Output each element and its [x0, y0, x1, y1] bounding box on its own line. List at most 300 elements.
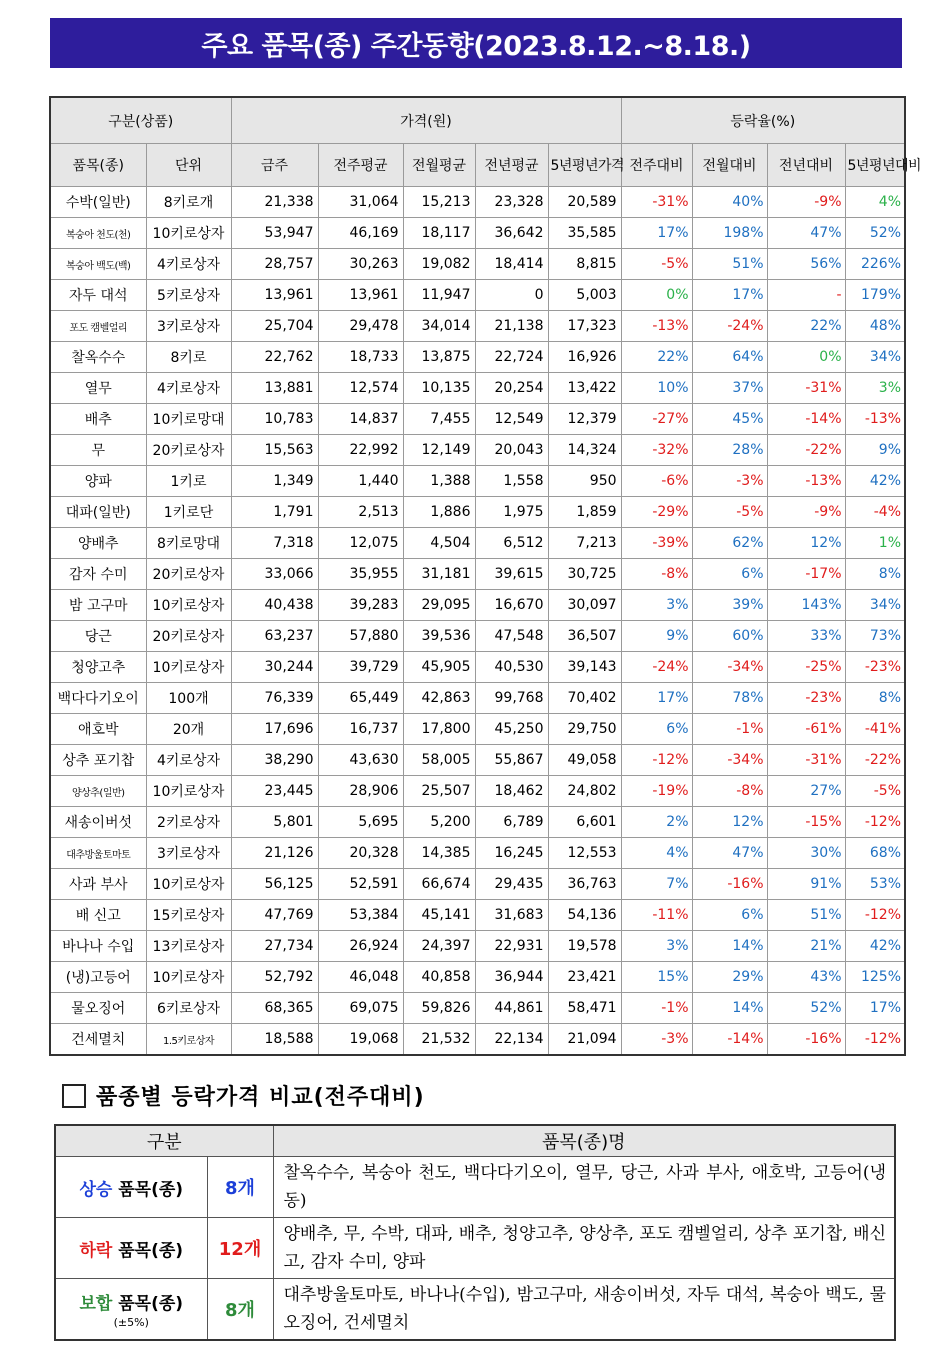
table-cell: 31,064	[318, 187, 403, 218]
table-cell: 12%	[767, 528, 845, 559]
table-cell: 물오징어	[50, 993, 146, 1024]
table-cell: 10%	[621, 373, 692, 404]
table-cell: 25,507	[403, 776, 475, 807]
table-cell: 13키로상자	[146, 931, 231, 962]
table-row	[50, 249, 905, 280]
table-cell: 21,532	[403, 1024, 475, 1056]
table-row	[50, 683, 905, 714]
table-cell: 226%	[845, 249, 905, 280]
table-cell: 70,402	[548, 683, 621, 714]
category-label: 품목(종)	[112, 1240, 184, 1261]
table-cell: 무	[50, 435, 146, 466]
comparison-items: 양배추, 무, 수박, 대파, 배추, 청양고추, 양상추, 포도 캠벨얼리, 상추 포기찹, 배신고, 감자 수미, 양파	[273, 1218, 895, 1279]
table-cell: -5%	[692, 497, 767, 528]
table-cell: 1.5키로상자	[146, 1024, 231, 1056]
table-cell: 66,674	[403, 869, 475, 900]
table-cell: 33%	[767, 621, 845, 652]
category-status: 하락	[79, 1240, 113, 1261]
table-row	[50, 838, 905, 869]
column-header: 전월평균	[403, 144, 475, 187]
table-cell: 애호박	[50, 714, 146, 745]
table-cell: 1,859	[548, 497, 621, 528]
table-cell: 22,724	[475, 342, 548, 373]
table-cell: 8키로	[146, 342, 231, 373]
table-cell: 26,924	[318, 931, 403, 962]
table-cell: 3키로상자	[146, 838, 231, 869]
table-cell: 198%	[692, 218, 767, 249]
table-cell: 12%	[692, 807, 767, 838]
table-cell: 99,768	[475, 683, 548, 714]
table-cell: 20개	[146, 714, 231, 745]
table-cell: 5키로상자	[146, 280, 231, 311]
table-cell: 8%	[845, 683, 905, 714]
table-cell: 45,250	[475, 714, 548, 745]
checkbox-square-icon	[62, 1084, 86, 1108]
table-cell: 17%	[845, 993, 905, 1024]
table-row	[50, 404, 905, 435]
table-cell: -5%	[621, 249, 692, 280]
table-cell: 46,169	[318, 218, 403, 249]
table-cell: 1,440	[318, 466, 403, 497]
table-cell: -9%	[767, 497, 845, 528]
table-cell: 12,553	[548, 838, 621, 869]
table-cell: 34%	[845, 342, 905, 373]
table-cell: 10키로상자	[146, 776, 231, 807]
table-cell: -39%	[621, 528, 692, 559]
table-cell: -17%	[767, 559, 845, 590]
table-cell: 49,058	[548, 745, 621, 776]
table-cell: 39,283	[318, 590, 403, 621]
table-cell: -34%	[692, 652, 767, 683]
table-cell: 39,143	[548, 652, 621, 683]
table-cell: 18,733	[318, 342, 403, 373]
table-cell: 42%	[845, 466, 905, 497]
table-cell: 3%	[621, 590, 692, 621]
table-cell: 백다다기오이	[50, 683, 146, 714]
table-cell: 17,323	[548, 311, 621, 342]
table-cell: -14%	[767, 404, 845, 435]
table-cell: 0%	[621, 280, 692, 311]
table-cell: -11%	[621, 900, 692, 931]
comparison-items: 찰옥수수, 복숭아 천도, 백다다기오이, 열무, 당근, 사과 부사, 애호박, 고등어(냉동)	[273, 1157, 895, 1218]
table-cell: 20,328	[318, 838, 403, 869]
table-cell: 포도 캠벨얼리	[50, 311, 146, 342]
table-cell: -27%	[621, 404, 692, 435]
table-cell: 4키로상자	[146, 745, 231, 776]
table-cell: 수박(일반)	[50, 187, 146, 218]
table-cell: 2키로상자	[146, 807, 231, 838]
table-cell: 8키로개	[146, 187, 231, 218]
table-cell: 10키로상자	[146, 869, 231, 900]
table-cell: 6%	[692, 900, 767, 931]
table-cell: 배추	[50, 404, 146, 435]
table-cell: 100개	[146, 683, 231, 714]
table-cell: 12,149	[403, 435, 475, 466]
table-cell: 10키로상자	[146, 962, 231, 993]
table-cell: 17%	[621, 683, 692, 714]
table-cell: 1,886	[403, 497, 475, 528]
table-cell: 39,536	[403, 621, 475, 652]
table-cell: 건세멸치	[50, 1024, 146, 1056]
table-cell: 52,792	[231, 962, 318, 993]
column-header: 전월대비	[692, 144, 767, 187]
table-cell: -24%	[692, 311, 767, 342]
table-cell: 16,245	[475, 838, 548, 869]
table-cell: -16%	[692, 869, 767, 900]
table-cell: 36,763	[548, 869, 621, 900]
table-cell: 대파(일반)	[50, 497, 146, 528]
comparison-category	[55, 1157, 207, 1218]
table-cell: -31%	[767, 745, 845, 776]
table-cell: 39,615	[475, 559, 548, 590]
table-cell: 22,931	[475, 931, 548, 962]
column-header: 단위	[146, 144, 231, 187]
comparison-section-title	[62, 1080, 425, 1111]
table-cell: 17%	[621, 218, 692, 249]
table-cell: 15키로상자	[146, 900, 231, 931]
table-cell: 28%	[692, 435, 767, 466]
table-cell: -25%	[767, 652, 845, 683]
table-cell: 20키로상자	[146, 435, 231, 466]
table-cell: 24,802	[548, 776, 621, 807]
table-row	[50, 373, 905, 404]
table-cell: 76,339	[231, 683, 318, 714]
table-cell: 31,181	[403, 559, 475, 590]
table-cell: 양배추	[50, 528, 146, 559]
table-cell: 22,992	[318, 435, 403, 466]
table-row	[50, 559, 905, 590]
table-cell: 47,769	[231, 900, 318, 931]
table-row	[50, 342, 905, 373]
table-cell: -8%	[692, 776, 767, 807]
table-cell: 12,379	[548, 404, 621, 435]
table-cell: -1%	[621, 993, 692, 1024]
table-cell: 73%	[845, 621, 905, 652]
table-cell: 찰옥수수	[50, 342, 146, 373]
table-cell: 19,578	[548, 931, 621, 962]
table-cell: 9%	[621, 621, 692, 652]
table-cell: 18,462	[475, 776, 548, 807]
table-cell: 31,683	[475, 900, 548, 931]
table-cell: 3%	[621, 931, 692, 962]
table-cell: 28,757	[231, 249, 318, 280]
table-cell: 43%	[767, 962, 845, 993]
table-cell: 125%	[845, 962, 905, 993]
table-cell: 양파	[50, 466, 146, 497]
table-cell: -8%	[621, 559, 692, 590]
table-cell: -12%	[845, 900, 905, 931]
table-cell: 950	[548, 466, 621, 497]
table-cell: 51%	[767, 900, 845, 931]
table-cell: 58,471	[548, 993, 621, 1024]
table-cell: -6%	[621, 466, 692, 497]
table-row	[50, 745, 905, 776]
cmp-header-items: 품목(종)명	[273, 1125, 895, 1157]
comparison-count: 8개	[207, 1279, 273, 1341]
table-cell: 0%	[767, 342, 845, 373]
table-cell: 양상추(일반)	[50, 776, 146, 807]
table-cell: 12,549	[475, 404, 548, 435]
table-cell: 10키로상자	[146, 652, 231, 683]
table-cell: 4,504	[403, 528, 475, 559]
table-cell: 1키로단	[146, 497, 231, 528]
table-cell: 사과 부사	[50, 869, 146, 900]
table-cell: 68,365	[231, 993, 318, 1024]
category-label: 품목(종)	[112, 1294, 184, 1314]
table-cell: 23,328	[475, 187, 548, 218]
comparison-row	[55, 1157, 895, 1218]
table-cell: -23%	[845, 652, 905, 683]
column-header: 전주평균	[318, 144, 403, 187]
table-cell: 7%	[621, 869, 692, 900]
table-cell: 21%	[767, 931, 845, 962]
table-cell: 34,014	[403, 311, 475, 342]
table-cell: 45,905	[403, 652, 475, 683]
table-cell: 자두 대석	[50, 280, 146, 311]
table-row	[50, 621, 905, 652]
table-cell: 10키로망대	[146, 404, 231, 435]
table-cell: 상추 포기찹	[50, 745, 146, 776]
table-cell: 21,338	[231, 187, 318, 218]
table-cell: 45,141	[403, 900, 475, 931]
table-cell: 바나나 수입	[50, 931, 146, 962]
table-row	[50, 590, 905, 621]
table-cell: 36,507	[548, 621, 621, 652]
table-row	[50, 187, 905, 218]
table-cell: 1%	[845, 528, 905, 559]
table-cell: 1키로	[146, 466, 231, 497]
table-cell: 5,801	[231, 807, 318, 838]
table-cell: 17,800	[403, 714, 475, 745]
table-cell: 1,349	[231, 466, 318, 497]
table-cell: 69,075	[318, 993, 403, 1024]
table-cell: 30%	[767, 838, 845, 869]
comparison-row	[55, 1279, 895, 1341]
table-cell: 6,601	[548, 807, 621, 838]
table-row	[50, 1024, 905, 1056]
table-row	[50, 466, 905, 497]
table-cell: 55,867	[475, 745, 548, 776]
table-cell: 22,134	[475, 1024, 548, 1056]
table-cell: 8,815	[548, 249, 621, 280]
table-cell: 21,094	[548, 1024, 621, 1056]
table-cell: 3%	[845, 373, 905, 404]
table-cell: 13,881	[231, 373, 318, 404]
table-cell: 4키로상자	[146, 249, 231, 280]
table-cell: 53,947	[231, 218, 318, 249]
table-cell: -12%	[621, 745, 692, 776]
comparison-category	[55, 1218, 207, 1279]
table-cell: -9%	[767, 187, 845, 218]
table-row	[50, 528, 905, 559]
table-cell: 40,438	[231, 590, 318, 621]
table-cell: 배 신고	[50, 900, 146, 931]
table-cell: 27,734	[231, 931, 318, 962]
table-cell: 59,826	[403, 993, 475, 1024]
table-cell: 33,066	[231, 559, 318, 590]
table-cell: 8%	[845, 559, 905, 590]
table-cell: 54,136	[548, 900, 621, 931]
table-cell: 14,324	[548, 435, 621, 466]
price-table	[49, 96, 922, 1056]
table-cell: 6,789	[475, 807, 548, 838]
table-cell: 23,445	[231, 776, 318, 807]
table-cell: 대추방울토마토	[50, 838, 146, 869]
table-cell: -29%	[621, 497, 692, 528]
comparison-count: 8개	[207, 1157, 273, 1218]
column-header: 전주대비	[621, 144, 692, 187]
table-cell: -13%	[621, 311, 692, 342]
table-cell: 30,263	[318, 249, 403, 280]
table-cell: 6키로상자	[146, 993, 231, 1024]
comparison-category	[55, 1279, 207, 1341]
table-cell: -34%	[692, 745, 767, 776]
table-cell: (냉)고등어	[50, 962, 146, 993]
table-cell: 56,125	[231, 869, 318, 900]
table-cell: 8키로망대	[146, 528, 231, 559]
table-cell: 28,906	[318, 776, 403, 807]
category-label: 품목(종)	[112, 1179, 184, 1200]
table-row	[50, 497, 905, 528]
table-cell: 16,670	[475, 590, 548, 621]
table-row	[50, 993, 905, 1024]
table-cell: -16%	[767, 1024, 845, 1056]
table-cell: 16,926	[548, 342, 621, 373]
table-cell: -12%	[845, 807, 905, 838]
table-cell: -13%	[845, 404, 905, 435]
table-cell: 2%	[621, 807, 692, 838]
column-header: 금주	[231, 144, 318, 187]
table-cell: 4%	[621, 838, 692, 869]
table-cell: -13%	[767, 466, 845, 497]
table-cell: -15%	[767, 807, 845, 838]
table-cell: 감자 수미	[50, 559, 146, 590]
table-cell: 13,875	[403, 342, 475, 373]
table-cell: 53%	[845, 869, 905, 900]
table-cell: 29,478	[318, 311, 403, 342]
table-cell: 27%	[767, 776, 845, 807]
table-cell: 52%	[845, 218, 905, 249]
table-cell: 20키로상자	[146, 559, 231, 590]
table-cell: 29,095	[403, 590, 475, 621]
table-cell: 1,975	[475, 497, 548, 528]
table-cell: 16,737	[318, 714, 403, 745]
table-cell: 64%	[692, 342, 767, 373]
table-cell: 10키로상자	[146, 590, 231, 621]
table-cell: 1,791	[231, 497, 318, 528]
table-cell: 179%	[845, 280, 905, 311]
table-cell: 35,955	[318, 559, 403, 590]
table-cell: 복숭아 백도(백)	[50, 249, 146, 280]
table-cell: 3키로상자	[146, 311, 231, 342]
table-cell: 4키로상자	[146, 373, 231, 404]
table-cell: 14%	[692, 993, 767, 1024]
table-row	[50, 652, 905, 683]
table-cell: 복숭아 천도(천)	[50, 218, 146, 249]
table-row	[50, 869, 905, 900]
table-cell: 42%	[845, 931, 905, 962]
table-row	[50, 311, 905, 342]
table-cell: 24,397	[403, 931, 475, 962]
table-cell: -22%	[767, 435, 845, 466]
table-cell: -3%	[621, 1024, 692, 1056]
table-cell: 30,725	[548, 559, 621, 590]
table-cell: 6%	[621, 714, 692, 745]
table-cell: 7,318	[231, 528, 318, 559]
table-cell: 15,563	[231, 435, 318, 466]
table-cell: 10키로상자	[146, 218, 231, 249]
table-cell: 53,384	[318, 900, 403, 931]
table-cell: -	[767, 280, 845, 311]
table-cell: 1,558	[475, 466, 548, 497]
column-header: 5년평년가격	[548, 144, 621, 187]
table-cell: 18,117	[403, 218, 475, 249]
table-cell: 20,254	[475, 373, 548, 404]
table-cell: 63,237	[231, 621, 318, 652]
table-cell: 13,961	[318, 280, 403, 311]
table-cell: 22%	[621, 342, 692, 373]
table-cell: 23,421	[548, 962, 621, 993]
table-cell: 14,837	[318, 404, 403, 435]
table-cell: 46,048	[318, 962, 403, 993]
table-cell: 91%	[767, 869, 845, 900]
table-cell: -19%	[621, 776, 692, 807]
column-header: 전년평균	[475, 144, 548, 187]
table-row	[50, 280, 905, 311]
table-cell: 37%	[692, 373, 767, 404]
table-cell: 5,695	[318, 807, 403, 838]
comparison-table	[54, 1124, 896, 1341]
cmp-header-category: 구분	[55, 1125, 273, 1157]
table-cell: 새송이버섯	[50, 807, 146, 838]
table-cell: 20키로상자	[146, 621, 231, 652]
category-status: 보합	[79, 1294, 113, 1314]
table-row	[50, 807, 905, 838]
table-cell: 밤 고구마	[50, 590, 146, 621]
table-cell: 17%	[692, 280, 767, 311]
comparison-title-text: 품종별 등락가격 비교(전주대비)	[96, 1085, 425, 1110]
table-cell: 57,880	[318, 621, 403, 652]
table-cell: 25,704	[231, 311, 318, 342]
table-cell: 34%	[845, 590, 905, 621]
table-cell: 36,944	[475, 962, 548, 993]
table-cell: 7,213	[548, 528, 621, 559]
table-row	[50, 931, 905, 962]
table-cell: -22%	[845, 745, 905, 776]
table-cell: -4%	[845, 497, 905, 528]
table-cell: 0	[475, 280, 548, 311]
table-cell: 56%	[767, 249, 845, 280]
table-cell: 4%	[845, 187, 905, 218]
table-cell: 44,861	[475, 993, 548, 1024]
table-cell: 10,135	[403, 373, 475, 404]
table-cell: 20,043	[475, 435, 548, 466]
table-cell: -32%	[621, 435, 692, 466]
table-cell: 1,388	[403, 466, 475, 497]
table-cell: -23%	[767, 683, 845, 714]
column-header: 5년평년대비	[845, 144, 905, 187]
table-cell: 17,696	[231, 714, 318, 745]
table-cell: -3%	[692, 466, 767, 497]
table-cell: 청양고추	[50, 652, 146, 683]
table-cell: -5%	[845, 776, 905, 807]
column-header: 전년대비	[767, 144, 845, 187]
table-cell: 29%	[692, 962, 767, 993]
table-row	[50, 776, 905, 807]
header-category: 구분(상품)	[50, 97, 231, 144]
table-row	[50, 218, 905, 249]
table-cell: 5,200	[403, 807, 475, 838]
